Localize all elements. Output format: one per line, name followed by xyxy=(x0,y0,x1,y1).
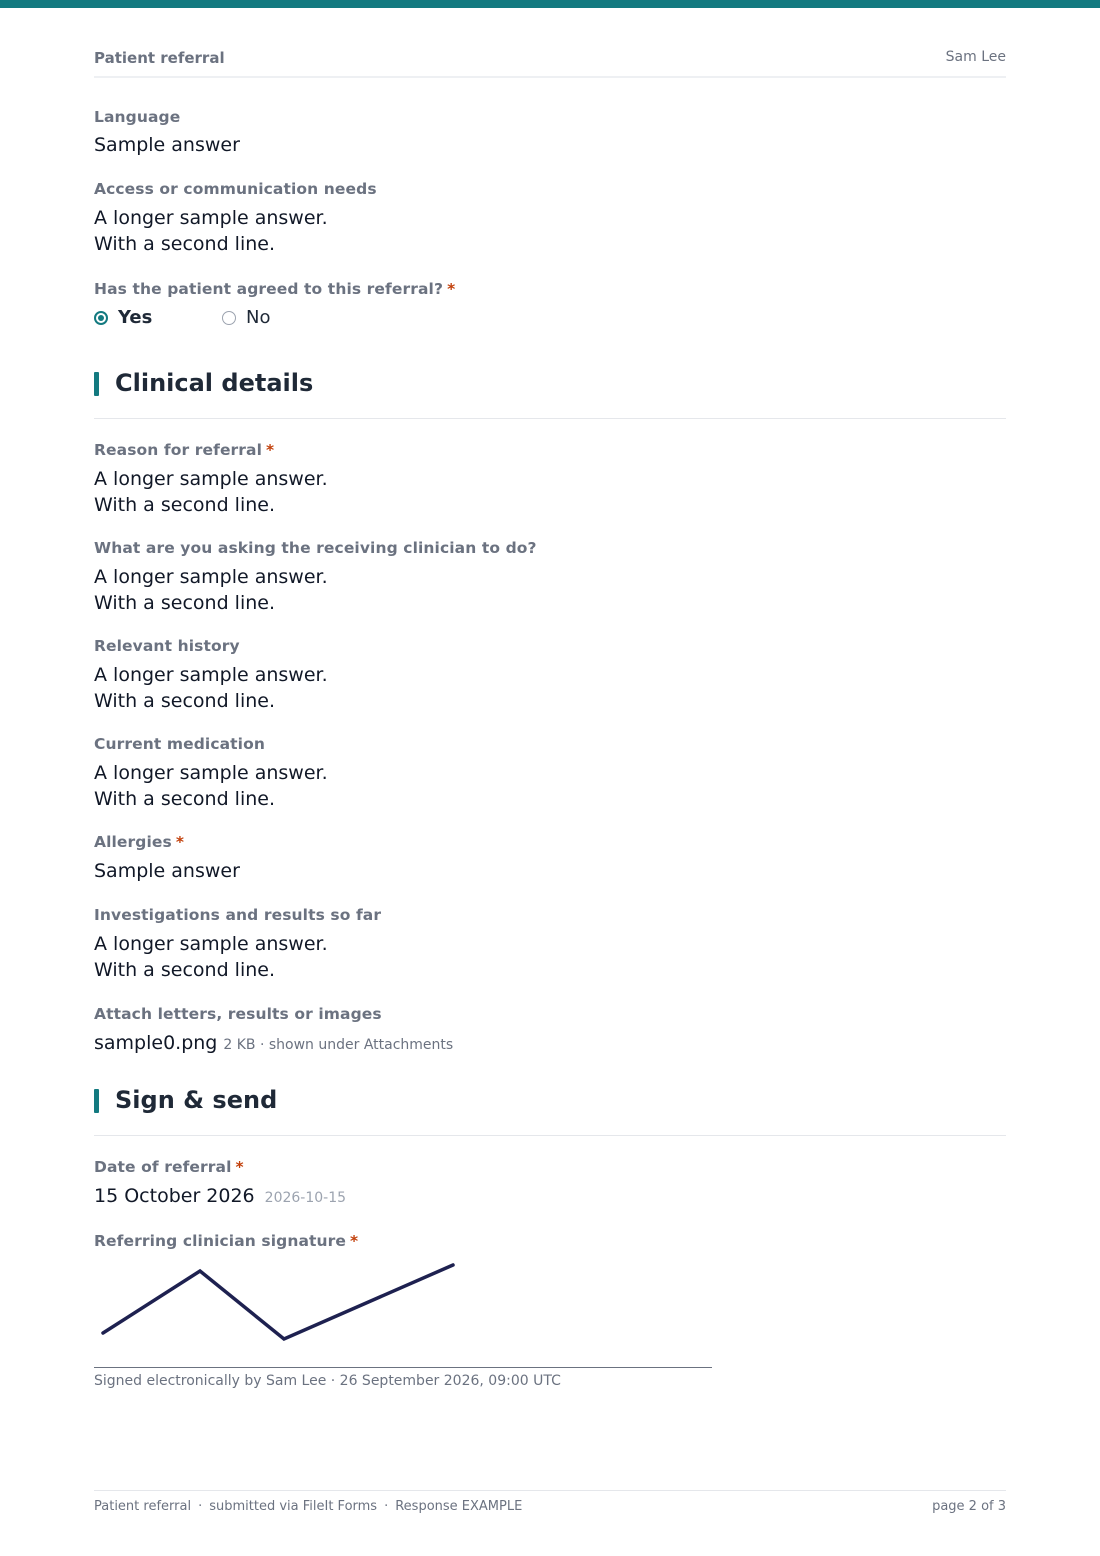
radio-label: Yes xyxy=(118,307,153,328)
field-value-line: With a second line. xyxy=(94,494,275,516)
field-value xyxy=(94,205,1006,257)
field-allergies xyxy=(94,832,1006,884)
field-label: Investigations and results so far xyxy=(94,906,382,924)
field-label-text: Has the patient agreed to this referral? xyxy=(94,280,444,298)
field-access-needs xyxy=(94,179,1006,257)
section-accent-bar xyxy=(94,1089,99,1113)
section-sign-send xyxy=(94,1085,1006,1136)
field-label-text: Date of referral xyxy=(94,1158,232,1176)
field-label: What are you asking the receiving clinician to do? xyxy=(94,539,537,557)
section-clinical-details xyxy=(94,361,1006,419)
field-value-line: A longer sample answer. xyxy=(94,933,328,955)
field-label xyxy=(94,279,1006,299)
attachment-meta: 2 KB · shown under Attachments xyxy=(223,1037,454,1053)
field-value-line: A longer sample answer. xyxy=(94,468,328,490)
field-date-of-referral xyxy=(94,1157,1006,1211)
required-marker: * xyxy=(350,1232,359,1250)
footer-submitted: submitted via FileIt Forms xyxy=(209,1499,378,1514)
field-value-line: A longer sample answer. xyxy=(94,762,328,784)
field-value xyxy=(94,1183,1006,1211)
required-marker: * xyxy=(175,833,185,851)
field-attachments xyxy=(94,1004,1006,1058)
radio-unselected-icon xyxy=(222,311,236,325)
signature-image xyxy=(94,1257,712,1367)
footer-separator: · xyxy=(198,1499,203,1514)
field-reason-for-referral xyxy=(94,440,1006,518)
top-accent-bar xyxy=(0,0,1100,8)
field-value xyxy=(94,760,1006,812)
field-label: Attach letters, results or images xyxy=(94,1005,382,1023)
field-label: Language xyxy=(94,108,181,126)
form-page xyxy=(94,8,1006,1389)
date-value: 15 October 2026 xyxy=(94,1185,255,1207)
date-iso: 2026-10-15 xyxy=(264,1190,347,1206)
field-value-line: With a second line. xyxy=(94,788,275,810)
field-value: Sample answer xyxy=(94,860,240,882)
field-label xyxy=(94,832,1006,852)
required-marker: * xyxy=(447,280,456,298)
field-label: Current medication xyxy=(94,735,265,753)
field-label-text: Referring clinician signature xyxy=(94,1232,347,1250)
field-relevant-history xyxy=(94,636,1006,714)
field-value-line: With a second line. xyxy=(94,592,275,614)
field-value xyxy=(94,1030,1006,1058)
field-value xyxy=(94,466,1006,518)
field-label-text: Reason for referral xyxy=(94,441,263,459)
field-investigations xyxy=(94,905,1006,983)
page-header xyxy=(94,8,1006,78)
field-value-line: With a second line. xyxy=(94,690,275,712)
user-name: Sam Lee xyxy=(945,49,1006,65)
field-label: Access or communication needs xyxy=(94,180,377,198)
field-patient-agreed xyxy=(94,279,1006,328)
form-title: Patient referral xyxy=(94,49,225,67)
footer-left xyxy=(94,1499,522,1514)
footer-page-number: page 2 of 3 xyxy=(932,1499,1006,1514)
footer-response: Response EXAMPLE xyxy=(395,1499,523,1514)
field-label xyxy=(94,1157,1006,1177)
section-title: Clinical details xyxy=(115,369,314,397)
radio-no[interactable] xyxy=(222,307,270,328)
field-value-line: A longer sample answer. xyxy=(94,664,328,686)
field-label xyxy=(94,1231,1006,1251)
page-footer xyxy=(94,1490,1006,1514)
signature-box xyxy=(94,1257,712,1368)
radio-yes[interactable] xyxy=(94,307,222,328)
radio-group xyxy=(94,307,1006,328)
section-accent-bar xyxy=(94,372,99,396)
field-value xyxy=(94,931,1006,983)
radio-selected-icon xyxy=(94,311,108,325)
footer-form-name: Patient referral xyxy=(94,1499,192,1514)
field-language xyxy=(94,107,1006,158)
field-label-text: Allergies xyxy=(94,833,172,851)
required-marker: * xyxy=(235,1158,244,1176)
field-label: Relevant history xyxy=(94,637,240,655)
field-value-line: A longer sample answer. xyxy=(94,566,328,588)
field-value: Sample answer xyxy=(94,134,240,156)
section-title: Sign & send xyxy=(115,1086,278,1114)
field-asking xyxy=(94,538,1006,616)
field-label xyxy=(94,440,1006,460)
field-value-line: With a second line. xyxy=(94,959,275,981)
field-value-line: With a second line. xyxy=(94,233,275,255)
field-value xyxy=(94,564,1006,616)
required-marker: * xyxy=(266,441,275,459)
field-current-medication xyxy=(94,734,1006,812)
attachment-file-name[interactable]: sample0.png xyxy=(94,1032,218,1054)
field-value xyxy=(94,662,1006,714)
field-signature xyxy=(94,1231,1006,1389)
footer-separator: · xyxy=(384,1499,389,1514)
field-value-line: A longer sample answer. xyxy=(94,207,328,229)
signature-caption: Signed electronically by Sam Lee · 26 September 2026, 09:00 UTC xyxy=(94,1373,561,1389)
radio-label: No xyxy=(246,307,271,328)
